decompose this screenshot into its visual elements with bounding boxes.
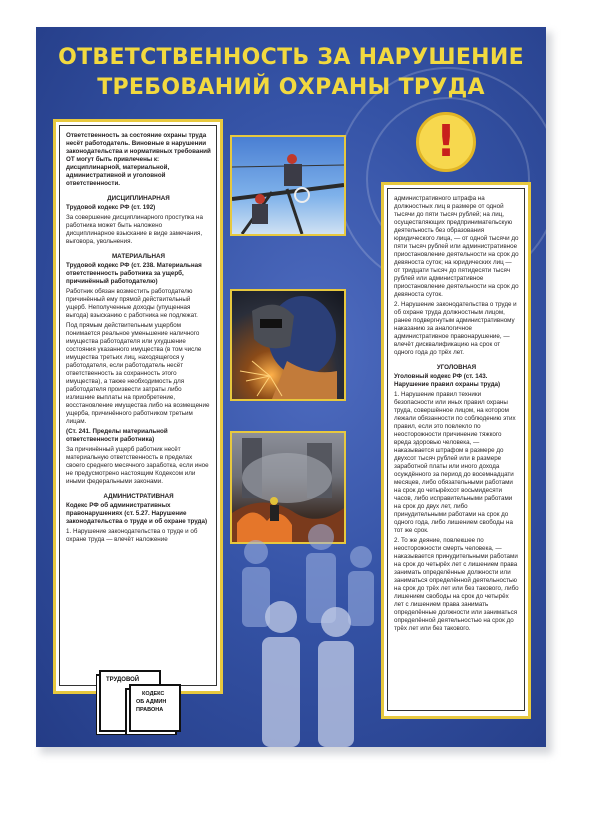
- photo-welder: [230, 289, 346, 401]
- criminal-law: Уголовный кодекс РФ (ст. 143. Нарушение правил охраны труда): [394, 373, 501, 388]
- warning-exclamation-icon: !: [416, 112, 476, 172]
- section-disciplinary-heading: ДИСЦИПЛИНАРНАЯ: [107, 195, 170, 202]
- disciplinary-law: Трудовой кодекс РФ (ст. 192): [66, 204, 156, 211]
- intro-paragraph: [66, 132, 211, 188]
- title-line-2: ТРЕБОВАНИЙ ОХРАНЫ ТРУДА: [97, 75, 485, 100]
- criminal-text-1: 1. Нарушение правил техники безопасности или иных правил охраны труда, совершённое лицом, на котором лежали обязанности по соблюдению этих правил, если это повлекло по неосторожности причинение тяжкого вреда здоровью человека, — наказывается штрафом в размере до двухсот тысяч рублей или в размере заработной платы или иного дохода осуждённого за период до восемнадцати месяцев, либо обязательными работами на срок до четырёхсот восьмидесяти часов, либо исправительными работами на срок до двух лет, либо принудительными работами на срок до одного года, либо лишением свободы на тот же срок.: [394, 391, 516, 534]
- poster: [36, 27, 546, 747]
- people-silhouettes: [226, 497, 386, 747]
- left-text-panel: [53, 119, 223, 694]
- section-administrative-heading: АДМИНИСТРАТИВНАЯ: [103, 493, 174, 500]
- material-text-2: Под прямым действительным ущербом понимается реальное уменьшение наличного имущества работодателя или ухудшение состояния указанного имущества (в том числе имущества третьих лиц, находящегося у работодателя, если работодатель несёт ответственность за сохранность этого имущества), а также необходимость для работодателя произвести затраты либо излишние выплаты на приобретение, восстановление имущества либо на возмещение ущерба, причинённого работником третьим лицам.: [66, 322, 210, 425]
- right-panel-inner: [387, 188, 525, 711]
- book-label-4: ПРАВОНА: [136, 707, 164, 713]
- disciplinary-text: За совершение дисциплинарного проступка на работника может быть наложено дисциплинарное взыскание в виде замечания, выговора, увольнения.: [66, 214, 203, 245]
- title-line-1: ОТВЕТСТВЕННОСТЬ ЗА НАРУШЕНИЕ: [58, 45, 524, 70]
- right-text-2: 2. Нарушение законодательства о труде и об охране труда должностным лицом, ранее подвергнутым административному наказанию за аналогичное административное правонарушение, — влечёт дисквалификацию на срок от одного года до трёх лет.: [394, 301, 517, 356]
- material-text-1: Работник обязан возместить работодателю причинённый ему прямой действительный ущерб. Неполученные доходы (упущенная выгода) взысканию с работника не подлежат.: [66, 288, 198, 319]
- welder-illustration: [232, 291, 344, 399]
- photo-power-line-workers: [230, 135, 346, 236]
- section-criminal-heading: УГОЛОВНАЯ: [436, 364, 477, 371]
- book-label-2: КОДЕКС: [142, 691, 165, 697]
- administrative-law: Кодекс РФ об административных правонарушениях (ст. 5.27. Нарушение законодательства о труде и об охране труда): [66, 502, 208, 525]
- right-text-panel: [381, 182, 531, 719]
- book-label-3: ОБ АДМИН: [136, 699, 167, 705]
- intro-normal: Ответственность за состояние охраны труда несёт работодатель.: [66, 132, 207, 147]
- book-label-1: ТРУДОВОЙ: [106, 677, 140, 683]
- criminal-text-2: 2. То же деяние, повлекшее по неосторожности смерть человека, — наказывается принудительными работами на срок до четырёх лет с лишением права занимать определённые должности или заниматься определённой деятельностью на срок до трёх лет или без такового, либо лишением свободы на срок до четырёх лет с лишением права занимать определённые должности или заниматься определённой деятельностью на срок до трёх лет или без такового.: [394, 537, 519, 632]
- material-law-2: (Ст. 241. Пределы материальной ответственности работника): [66, 428, 168, 443]
- material-law: Трудовой кодекс РФ (ст. 238. Материальная ответственность работника за ущерб, причинённый работодателю): [66, 262, 202, 285]
- section-material-heading: МАТЕРИАЛЬНАЯ: [111, 253, 166, 260]
- left-panel-inner: [59, 125, 217, 686]
- material-text-3: За причинённый ущерб работник несёт материальную ответственность в пределах своего среднего месячного заработка, если иное не предусмотрено настоящим Кодексом или иными федеральными законами.: [66, 446, 209, 485]
- poster-title: [36, 43, 546, 103]
- power-line-illustration: [232, 137, 344, 234]
- right-text-1: административного штрафа на должностных лиц в размере от одной тысячи до пяти тысяч рублей; на лиц, осуществляющих предпринимательскую деятельность без образования юридического лица, — от одной тысячи до пяти тысяч рублей или административное приостановление деятельности на срок до девяноста суток; на юридических лиц — от тридцати тысяч до пятидесяти тысяч рублей или административное приостановление деятельности на срок до девяноста суток.: [394, 195, 519, 298]
- intro-bold: Виновные в нарушении законодательства и нормативных требований ОТ могут быть привлечены к: дисциплинарной, материальной, административной и уголовной ответственности.: [66, 140, 211, 187]
- administrative-text: 1. Нарушение законодательства о труде и об охране труда — влечёт наложение: [66, 528, 198, 543]
- law-books-illustration: [96, 667, 204, 735]
